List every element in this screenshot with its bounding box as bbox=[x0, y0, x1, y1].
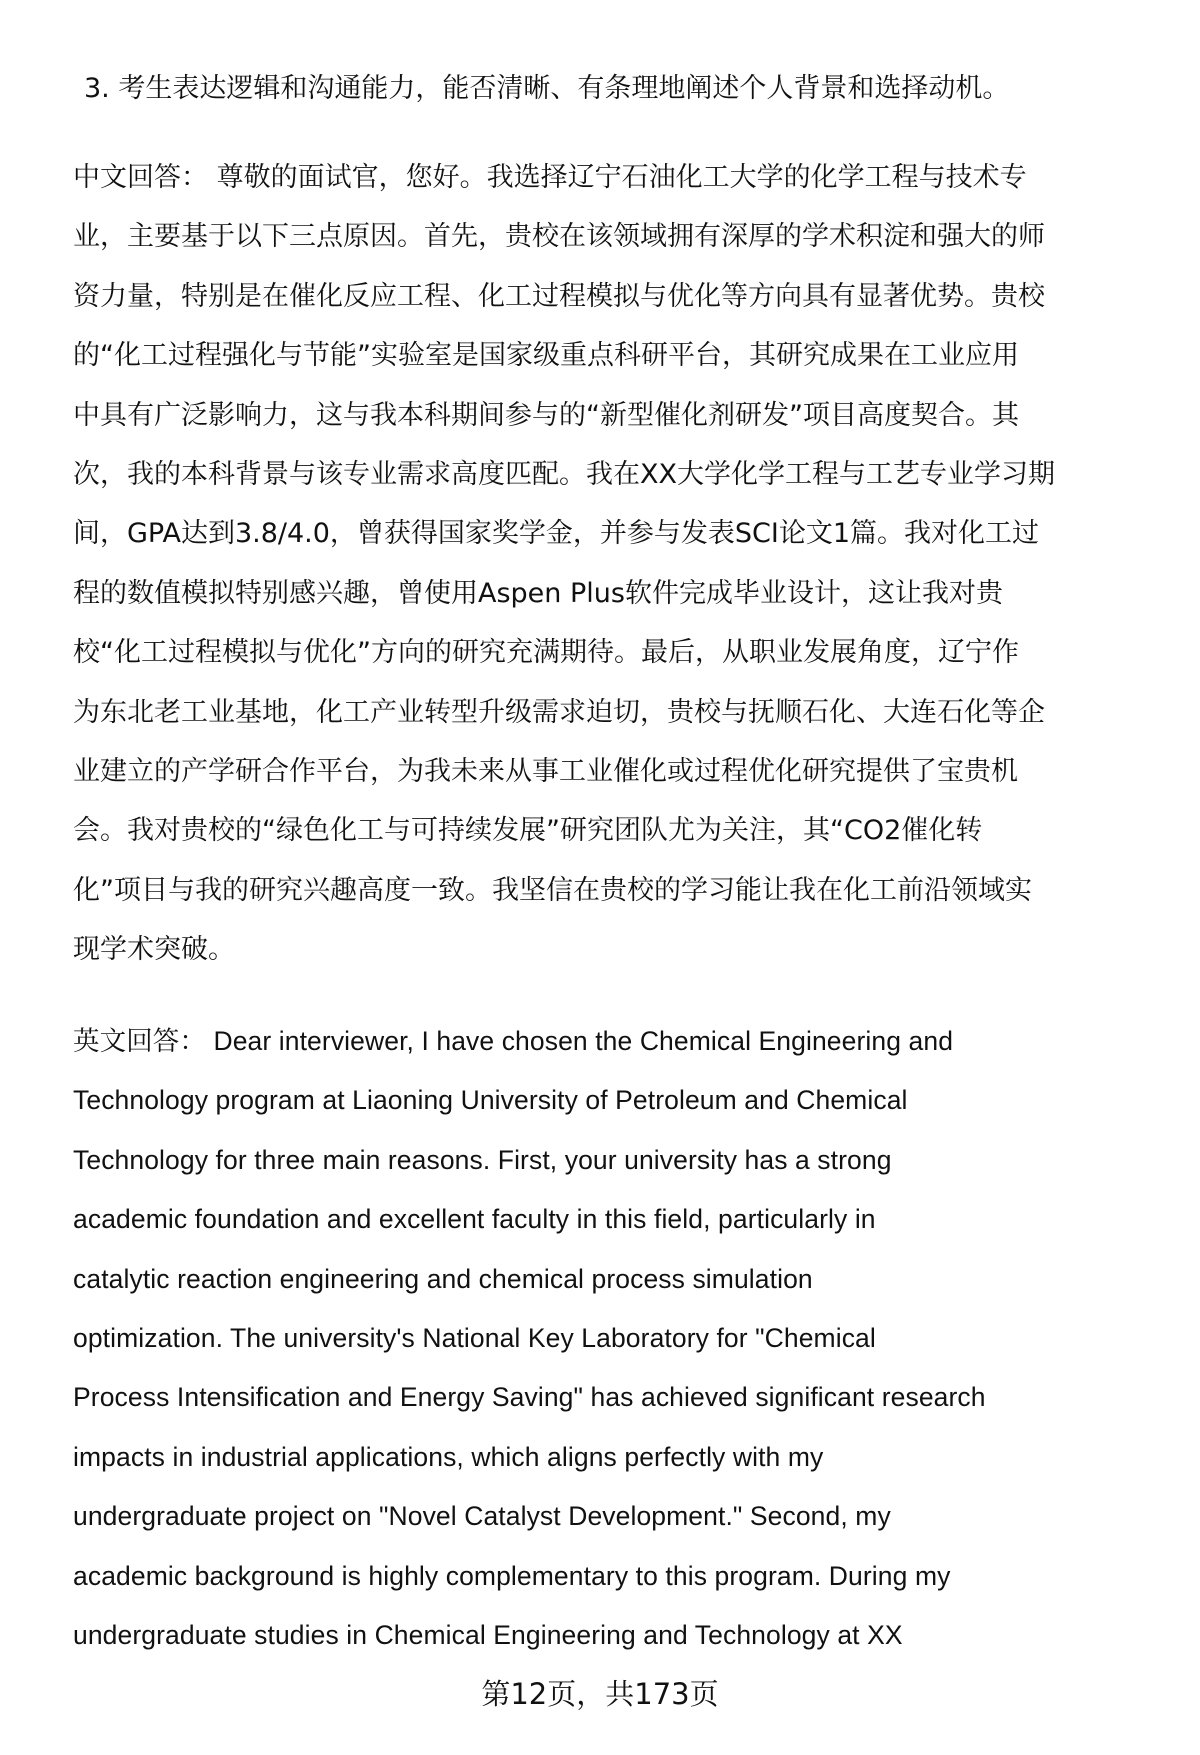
text-line: 会。我对贵校的“绿色化工与可持续发展”研究团队尤为关注，其“CO2催化转 bbox=[73, 815, 983, 847]
text-line: academic background is highly complementary to this program. During my bbox=[73, 1560, 951, 1591]
text-line: 3. 考生表达逻辑和沟通能力，能否清晰、有条理地阐述个人背景和选择动机。 bbox=[84, 73, 1010, 104]
text-line: academic foundation and excellent faculty in this field, particularly in bbox=[73, 1204, 876, 1235]
text-line: 英文回答： Dear interviewer, I have chosen the Chemical Engineering and bbox=[73, 1026, 954, 1056]
text-line: Process Intensification and Energy Saving" has achieved significant research bbox=[73, 1382, 986, 1413]
page-number-footer: 第12页，共173页 bbox=[481, 1677, 719, 1711]
text-line: undergraduate project on "Novel Catalyst Development." Second, my bbox=[73, 1501, 891, 1532]
text-line: 次，我的本科背景与该专业需求高度匹配。我在XX大学化学工程与工艺专业学习期 bbox=[73, 458, 1055, 490]
text-line: 中具有广泛影响力，这与我本科期间参与的“新型催化剂研发”项目高度契合。其 bbox=[73, 399, 1019, 431]
text-line: 为东北老工业基地，化工产业转型升级需求迫切，贵校与抚顺石化、大连石化等企 bbox=[73, 696, 1045, 728]
text-line: 的“化工过程强化与节能”实验室是国家级重点科研平台，其研究成果在工业应用 bbox=[73, 340, 1019, 372]
text-line: 资力量，特别是在催化反应工程、化工过程模拟与优化等方向具有显著优势。贵校 bbox=[73, 280, 1045, 312]
text-line: 程的数值模拟特别感兴趣，曾使用Aspen Plus软件完成毕业设计，这让我对贵 bbox=[73, 577, 1003, 609]
text-line: Technology for three main reasons. First, your university has a strong bbox=[73, 1144, 892, 1175]
question-item bbox=[84, 59, 1184, 118]
text-line: 业，主要基于以下三点原因。首先，贵校在该领域拥有深厚的学术积淀和强大的师 bbox=[73, 221, 1045, 253]
english-answer-paragraph bbox=[73, 1012, 1173, 1665]
text-line: 校“化工过程模拟与优化”方向的研究充满期待。最后，从职业发展角度，辽宁作 bbox=[73, 637, 1019, 669]
text-line: 间，GPA达到3.8/4.0，曾获得国家奖学金，并参与发表SCI论文1篇。我对化工过 bbox=[73, 518, 1040, 550]
text-line: optimization. The university's National Key Laboratory for "Chemical bbox=[73, 1322, 876, 1353]
text-line: catalytic reaction engineering and chemical process simulation bbox=[73, 1263, 813, 1294]
text-line: undergraduate studies in Chemical Engineering and Technology at XX bbox=[73, 1619, 903, 1650]
text-line: impacts in industrial applications, which aligns perfectly with my bbox=[73, 1441, 824, 1472]
text-line: 业建立的产学研合作平台，为我未来从事工业催化或过程优化研究提供了宝贵机 bbox=[73, 755, 1018, 787]
text-line: 化”项目与我的研究兴趣高度一致。我坚信在贵校的学习能让我在化工前沿领域实 bbox=[73, 874, 1032, 906]
text-line: 中文回答： 尊敬的面试官，您好。我选择辽宁石油化工大学的化学工程与技术专 bbox=[73, 162, 1027, 193]
chinese-answer-paragraph bbox=[73, 148, 1173, 979]
text-line: 现学术突破。 bbox=[73, 934, 235, 966]
text-line: Technology program at Liaoning University of Petroleum and Chemical bbox=[73, 1085, 908, 1116]
